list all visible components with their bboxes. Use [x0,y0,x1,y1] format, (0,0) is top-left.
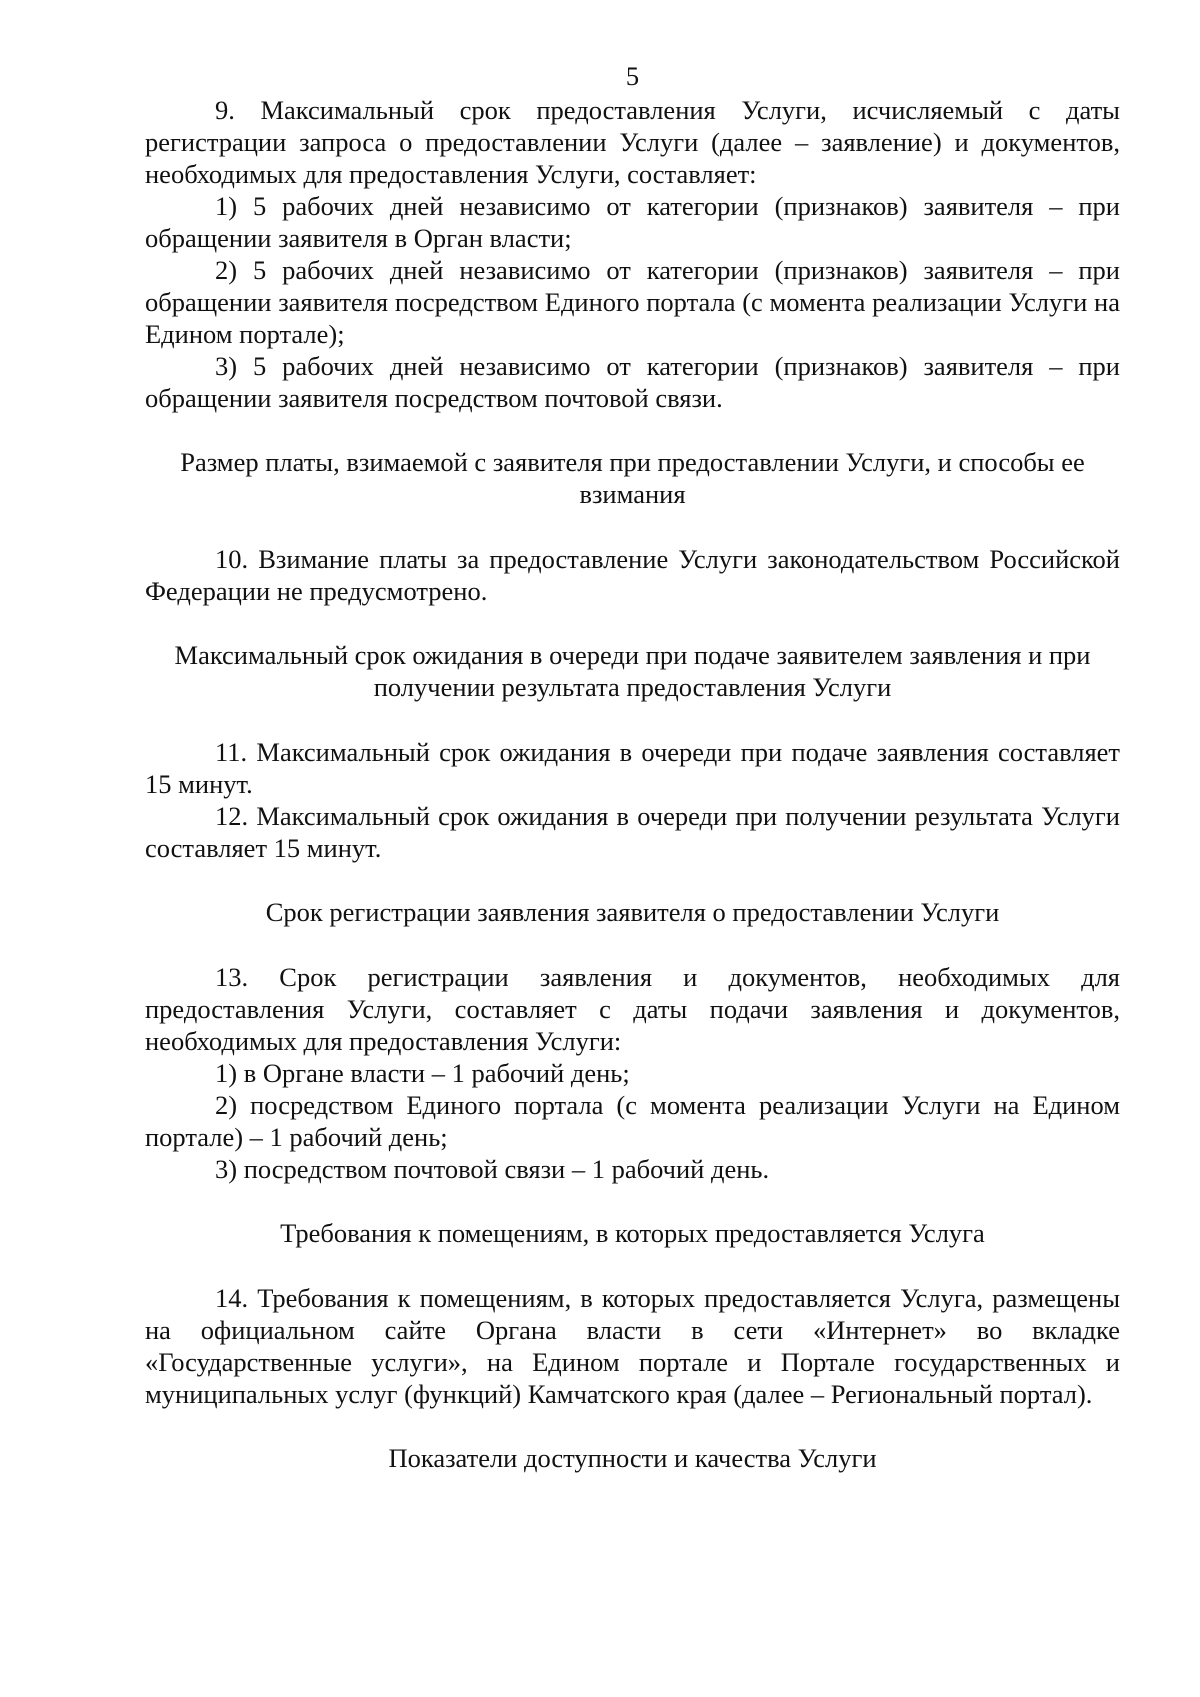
paragraph-12: 12. Максимальный срок ожидания в очереди при получении результата Услуги составляет 15 минут. [145,801,1120,863]
paragraph-10: 10. Взимание платы за предоставление Услуги законодательством Российской Федерации не предусмотрено. [145,544,1120,606]
section-heading-premises: Требования к помещениям, в которых предоставляется Услуга [280,1218,985,1248]
paragraph-9-item-1: 1) 5 рабочих дней независимо от категории (признаков) заявителя – при обращении заявителя в Орган власти; [145,191,1120,253]
section-heading-quality: Показатели доступности и качества Услуги [388,1443,877,1473]
paragraph-9-item-3: 3) 5 рабочих дней независимо от категории (признаков) заявителя – при обращении заявителя посредством почтовой связи. [145,351,1120,413]
paragraph-9-item-2: 2) 5 рабочих дней независимо от категории (признаков) заявителя – при обращении заявителя посредством Единого портала (с момента реализации Услуги на Едином портале); [145,255,1120,349]
document-page [145,60,1120,1474]
paragraph-13-intro: 13. Срок регистрации заявления и документов, необходимых для предоставления Услуги, составляет с даты подачи заявления и документов, необходимых для предоставления Услуги: [145,962,1120,1056]
page-number: 5 [625,61,640,91]
section-heading-registration: Срок регистрации заявления заявителя о предоставлении Услуги [265,897,1000,927]
section-heading-fee: Размер платы, взимаемой с заявителя при предоставлении Услуги, и способы ее взимания [180,447,1085,509]
paragraph-13-item-1: 1) в Органе власти – 1 рабочий день; [215,1058,630,1088]
section-heading-queue: Максимальный срок ожидания в очереди при подаче заявителем заявления и при получении результата предоставления Услуги [174,640,1091,702]
paragraph-9-intro: 9. Максимальный срок предоставления Услуги, исчисляемый с даты регистрации запроса о предоставлении Услуги (далее – заявление) и документов, необходимых для предоставления Услуги, составляет: [145,95,1120,189]
paragraph-13-item-2: 2) посредством Единого портала (с момента реализации Услуги на Едином портале) – 1 рабочий день; [145,1090,1120,1152]
paragraph-13-item-3: 3) посредством почтовой связи – 1 рабочий день. [215,1154,770,1184]
paragraph-14: 14. Требования к помещениям, в которых предоставляется Услуга, размещены на официальном сайте Органа власти в сети «Интернет» во вкладке «Государственные услуги», на Едином портале и Портале государственных и муниципальных услуг (функций) Камчатского края (далее – Региональный портал). [145,1283,1120,1409]
paragraph-11: 11. Максимальный срок ожидания в очереди при подаче заявления составляет 15 минут. [145,737,1120,799]
